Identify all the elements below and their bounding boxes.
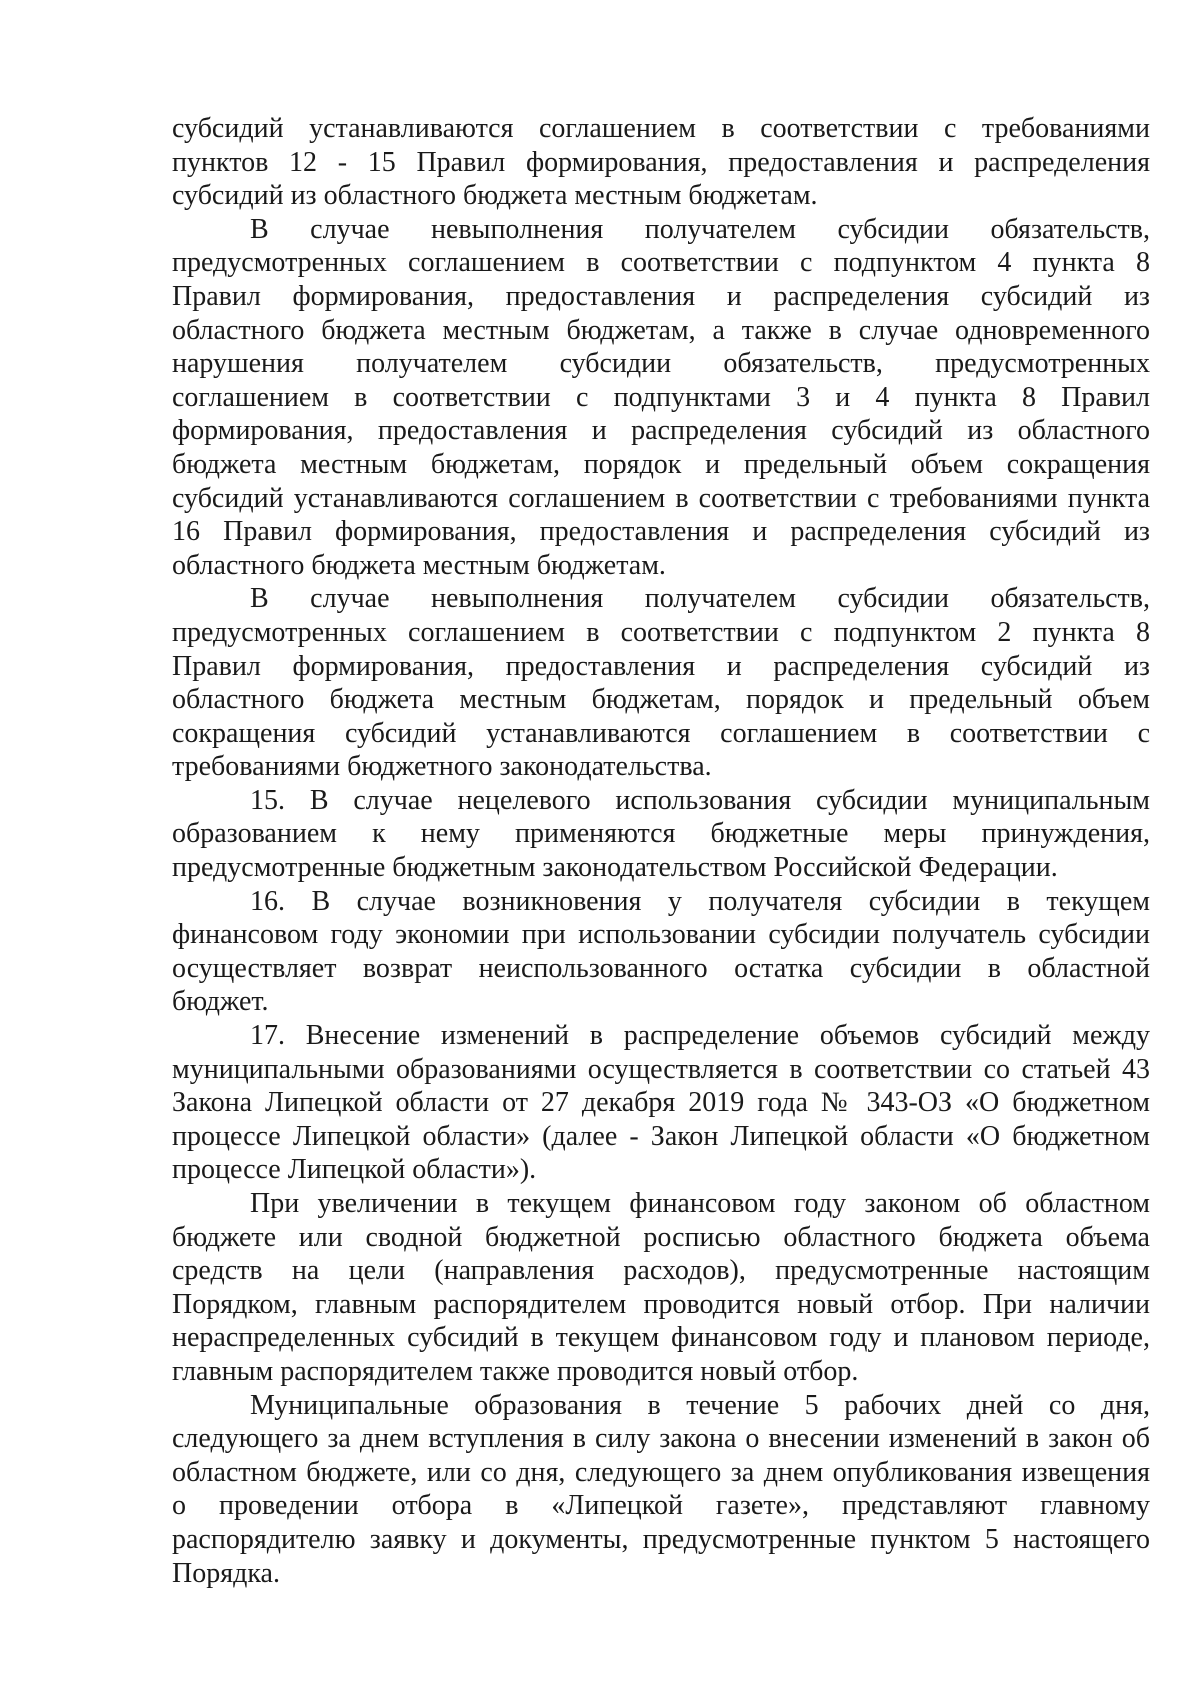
text-line: средств на цели (направления расходов), предусмотренные настоящим (172, 1255, 1150, 1287)
text-line: распорядителю заявку и документы, предусмотренные пунктом 5 настоящего (172, 1523, 1150, 1555)
text-line: главным распорядителем также проводится новый отбор. (172, 1355, 859, 1387)
text-line: 16 Правил формирования, предоставления и распределения субсидий из (172, 516, 1150, 548)
text-line: субсидий устанавливаются соглашением в соответствии с требованиями пункта (172, 482, 1150, 514)
text-line: В случае невыполнения получателем субсидии обязательств, (250, 583, 1150, 615)
text-line: о проведении отбора в «Липецкой газете», представляют главному (172, 1490, 1150, 1522)
text-line: 16. В случае возникновения у получателя субсидии в текущем (250, 885, 1150, 917)
text-line: требованиями бюджетного законодательства. (172, 751, 712, 783)
text-line: бюджет. (172, 986, 269, 1018)
text-line: нераспределенных субсидий в текущем финансовом году и плановом периоде, (172, 1322, 1150, 1354)
text-line: пунктов 12 - 15 Правил формирования, предоставления и распределения (172, 146, 1150, 178)
text-line: Порядка. (172, 1557, 280, 1589)
text-line: муниципальными образованиями осуществляется в соответствии со статьей 43 (172, 1053, 1150, 1085)
text-line: образованием к нему применяются бюджетные меры принуждения, (172, 818, 1150, 850)
text-line: 15. В случае нецелевого использования субсидии муниципальным (250, 784, 1150, 816)
text-line: финансовом году экономии при использовании субсидии получатель субсидии (172, 919, 1150, 951)
text-line: субсидий из областного бюджета местным бюджетам. (172, 180, 818, 212)
text-line: Муниципальные образования в течение 5 рабочих дней со дня, (250, 1389, 1150, 1421)
text-line: Правил формирования, предоставления и распределения субсидий из (172, 280, 1150, 312)
text-line: осуществляет возврат неиспользованного остатка субсидии в областной (172, 952, 1150, 984)
document-body (172, 112, 1150, 1590)
text-line: Порядком, главным распорядителем проводится новый отбор. При наличии (172, 1288, 1150, 1320)
text-line: бюджета местным бюджетам, порядок и предельный объем сокращения (172, 448, 1150, 480)
text-line: областного бюджета местным бюджетам, а также в случае одновременного (172, 314, 1150, 346)
text-line: областного бюджета местным бюджетам, порядок и предельный объем (172, 684, 1150, 716)
text-line: областного бюджета местным бюджетам. (172, 549, 666, 581)
text-line: формирования, предоставления и распределения субсидий из областного (172, 415, 1150, 447)
text-line: следующего за днем вступления в силу закона о внесении изменений в закон об (172, 1423, 1150, 1455)
text-line: процессе Липецкой области» (далее - Закон Липецкой области «О бюджетном (172, 1120, 1150, 1152)
text-line: При увеличении в текущем финансовом году законом об областном (250, 1188, 1150, 1219)
text-line: предусмотренные бюджетным законодательством Российской Федерации. (172, 852, 1058, 884)
text-line: областном бюджете, или со дня, следующего за днем опубликования извещения (172, 1456, 1150, 1488)
text-line: процессе Липецкой области»). (172, 1154, 537, 1186)
text-line: предусмотренных соглашением в соответствии с подпунктом 2 пункта 8 (172, 616, 1150, 648)
text-line: В случае невыполнения получателем субсидии обязательств, (250, 213, 1150, 245)
text-line: сокращения субсидий устанавливаются соглашением в соответствии с (172, 717, 1150, 749)
text-line: нарушения получателем субсидии обязательств, предусмотренных (172, 348, 1150, 380)
text-line: соглашением в соответствии с подпунктами 3 и 4 пункта 8 Правил (172, 381, 1150, 413)
text-line: субсидий устанавливаются соглашением в соответствии с требованиями (172, 113, 1150, 144)
text-line: бюджете или сводной бюджетной росписью областного бюджета объема (172, 1221, 1150, 1253)
text-line: Правил формирования, предоставления и распределения субсидий из (172, 650, 1150, 682)
text-line: Закона Липецкой области от 27 декабря 2019 года № 343-ОЗ «О бюджетном (172, 1087, 1150, 1119)
text-line: предусмотренных соглашением в соответствии с подпунктом 4 пункта 8 (172, 247, 1150, 279)
text-line: 17. Внесение изменений в распределение объемов субсидий между (250, 1020, 1150, 1052)
